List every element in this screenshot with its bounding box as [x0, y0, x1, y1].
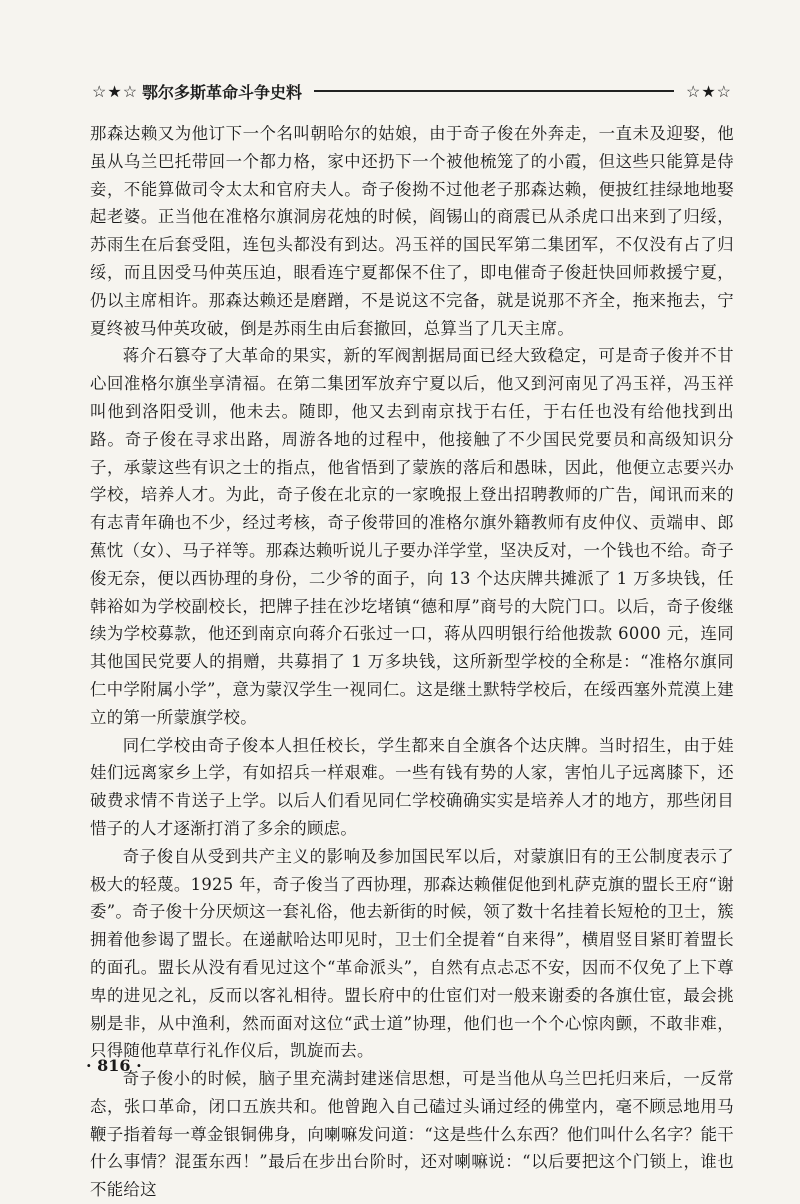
header-stars-left: ☆★☆ — [92, 81, 139, 101]
paragraph: 奇子俊自从受到共产主义的影响及参加国民军以后，对蒙旗旧有的王公制度表示了极大的轻蔑。1925 年，奇子俊当了西协理，那森达赖催促他到札萨克旗的盟长王府“谢委”。奇子俊十分厌烦这一套礼俗，他去新街的时候，领了数十名挂着长短枪的卫士，簇拥着他参谒了盟长。在递献哈达叩见时，卫士们全提着“自来得”，横眉竖目紧盯着盟长的面孔。盟长从没有看见过这个“革命派头”，自然有点忐忑不安，因而不仅免了上下尊卑的进见之礼，反而以客礼相待。盟长府中的仕宦们对一般来谢委的各旗仕宦，最会挑剔是非，从中渔利，然而面对这位“武士道”协理，他们也一个个心惊肉颤，不敢非难，只得随他草草行礼作仪后，凯旋而去。 — [90, 846, 734, 1061]
header-title: 鄂尔多斯革命斗争史料 — [142, 82, 303, 102]
paragraph: 同仁学校由奇子俊本人担任校长，学生都来自全旗各个达庆牌。当时招生，由于娃娃们远离家乡上学，有如招兵一样艰难。一些有钱有势的人家，害怕儿子远离膝下，还破费求情不肯送子上学。以后人们看见同仁学校确确实实是培养人才的地方，那些闭目惜子的人才逐渐打消了多余的顾虑。 — [90, 735, 734, 838]
page-number: · 816 · — [86, 1056, 142, 1075]
paragraph: 奇子俊小的时候，脑子里充满封建迷信思想，可是当他从乌兰巴托归来后，一反常态，张口革命，闭口五族共和。他曾跑入自己磕过头诵过经的佛堂内，毫不顾忌地用马鞭子指着每一尊金银铜佛身，向喇嘛发问道：“这是些什么东西？他们叫什么名字？能干什么事情？混蛋东西！”最后在步出台阶时，还对喇嘛说：“以后要把这个门锁上，谁也不能给这 — [90, 1069, 734, 1200]
paragraph: 蒋介石篡夺了大革命的果实，新的军阀割据局面已经大致稳定，可是奇子俊并不甘心回准格尔旗坐享清福。在第二集团军放弃宁夏以后，他又到河南见了冯玉祥，冯玉祥叫他到洛阳受训，他未去。随即，他又去到南京找于右任，于右任也没有给他找到出路。奇子俊在寻求出路，周游各地的过程中，他接触了不少国民党要员和高级知识分子，承蒙这些有识之士的指点，他省悟到了蒙族的落后和愚昧，因此，他便立志要兴办学校，培养人才。为此，奇子俊在北京的一家晚报上登出招聘教师的广告，闻讯而来的有志青年确也不少，经过考核，奇子俊带回的准格尔旗外籍教师有皮仲仪、贡端申、郎蕉忱（女）、马子祥等。那森达赖听说儿子要办洋学堂，坚决反对，一个钱也不给。奇子俊无奈，便以西协理的身份，二少爷的面子，向 13 个达庆牌共摊派了 1 万多块钱，任韩裕如为学校副校长，把牌子挂在沙圪堵镇“德和厚”商号的大院门口。以后，奇子俊继续为学校募款，他还到南京向蒋介石张过一口，蒋从四明银行给他拨款 6000 元，连同其他国民党要人的捐赠，共募捐了 1 万多块钱，这所新型学校的全称是：“准格尔旗同仁中学附属小学”，意为蒙汉学生一视同仁。这是继土默特学校后，在绥西塞外荒漠上建立的第一所蒙旗学校。 — [90, 346, 734, 727]
running-header — [92, 78, 732, 104]
header-rule — [314, 90, 674, 92]
body-text — [90, 120, 734, 1204]
paragraph: 那森达赖又为他订下一个名叫朝哈尔的姑娘，由于奇子俊在外奔走，一直未及迎娶，他虽从乌兰巴托带回一个都力格，家中还扔下一个被他梳笼了的小霞，但这些只能算是侍妾，不能算做司令太太和官府夫人。奇子俊拗不过他老子那森达赖，便披红挂绿地地娶起老婆。正当他在准格尔旗洞房花烛的时候，阎锡山的商震已从杀虎口出来到了归绥，苏雨生在后套受阻，连包头都没有到达。冯玉祥的国民军第二集团军，不仅没有占了归绥，而且因受马仲英压迫，眼看连宁夏都保不住了，即电催奇子俊赶快回师救援宁夏，仍以主席相许。那森达赖还是磨蹭，不是说这不完备，就是说那不齐全，拖来拖去，宁夏终被马仲英攻破，倒是苏雨生由后套撤回，总算当了几天主席。 — [90, 124, 734, 338]
header-stars-right: ☆★☆ — [685, 81, 732, 101]
